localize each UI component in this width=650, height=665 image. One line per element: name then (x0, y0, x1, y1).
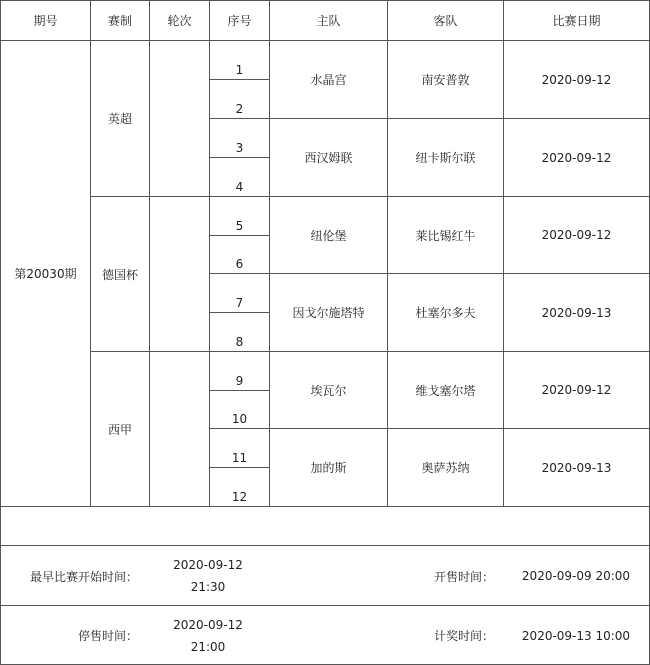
home-team-cell: 加的斯 (270, 429, 388, 507)
sale-stop-value (148, 606, 268, 665)
header-home: 主队 (270, 0, 388, 41)
match-date-cell: 2020-09-13 (504, 429, 650, 507)
round-cell (150, 352, 210, 507)
earliest-start-value (148, 546, 268, 606)
seq-cell: 2 (210, 80, 270, 119)
prize-time-label: 计奖时间： (433, 629, 494, 643)
prize-time-value: 2020-09-13 10:00 (521, 628, 631, 643)
match-date-cell: 2020-09-12 (504, 119, 650, 197)
away-team-cell: 奥萨苏纳 (388, 429, 504, 507)
earliest-start-label: 最早比赛开始时间： (29, 569, 138, 584)
seq-cell: 12 (210, 468, 270, 507)
seq-cell: 7 (210, 274, 270, 313)
seq-cell: 4 (210, 158, 270, 197)
seq-cell: 3 (210, 119, 270, 158)
header-date: 比赛日期 (504, 0, 650, 41)
sale-open-value: 2020-09-09 20:00 (521, 569, 631, 583)
seq-cell: 11 (210, 429, 270, 468)
seq-cell: 6 (210, 236, 270, 274)
period-cell: 第20030期 (0, 41, 91, 507)
sale-open-label: 开售时间： (433, 569, 494, 584)
home-team-cell: 因戈尔施塔特 (270, 274, 388, 352)
seq-cell: 9 (210, 352, 270, 391)
sale-stop-time: 21:00 (190, 639, 226, 654)
round-cell (150, 197, 210, 352)
earliest-start-time: 21:30 (190, 580, 226, 594)
header-period: 期号 (0, 0, 91, 41)
spacer-row (0, 507, 650, 546)
header-competition: 赛制 (91, 0, 150, 41)
sale-stop-label: 停售时间： (77, 629, 138, 643)
home-team-cell: 水晶宫 (270, 41, 388, 119)
seq-cell: 10 (210, 391, 270, 429)
round-cell (150, 41, 210, 197)
seq-cell: 8 (210, 313, 270, 352)
match-date-cell: 2020-09-12 (504, 352, 650, 429)
header-round: 轮次 (150, 0, 210, 41)
home-team-cell: 埃瓦尔 (270, 352, 388, 429)
away-team-cell: 维戈塞尔塔 (388, 352, 504, 429)
match-date-cell: 2020-09-12 (504, 41, 650, 119)
away-team-cell: 杜塞尔多夫 (388, 274, 504, 352)
home-team-cell: 西汉姆联 (270, 119, 388, 197)
header-away: 客队 (388, 0, 504, 41)
away-team-cell: 纽卡斯尔联 (388, 119, 504, 197)
sale-stop-date: 2020-09-12 (173, 617, 243, 632)
match-date-cell: 2020-09-13 (504, 274, 650, 352)
away-team-cell: 南安普敦 (388, 41, 504, 119)
earliest-start-date: 2020-09-12 (173, 558, 243, 572)
competition-cell: 德国杯 (91, 197, 150, 352)
seq-cell: 1 (210, 41, 270, 80)
competition-cell: 西甲 (91, 352, 150, 507)
home-team-cell: 纽伦堡 (270, 197, 388, 274)
seq-cell: 5 (210, 197, 270, 236)
header-seq: 序号 (210, 0, 270, 41)
away-team-cell: 莱比锡红牛 (388, 197, 504, 274)
competition-cell: 英超 (91, 41, 150, 197)
match-date-cell: 2020-09-12 (504, 197, 650, 274)
